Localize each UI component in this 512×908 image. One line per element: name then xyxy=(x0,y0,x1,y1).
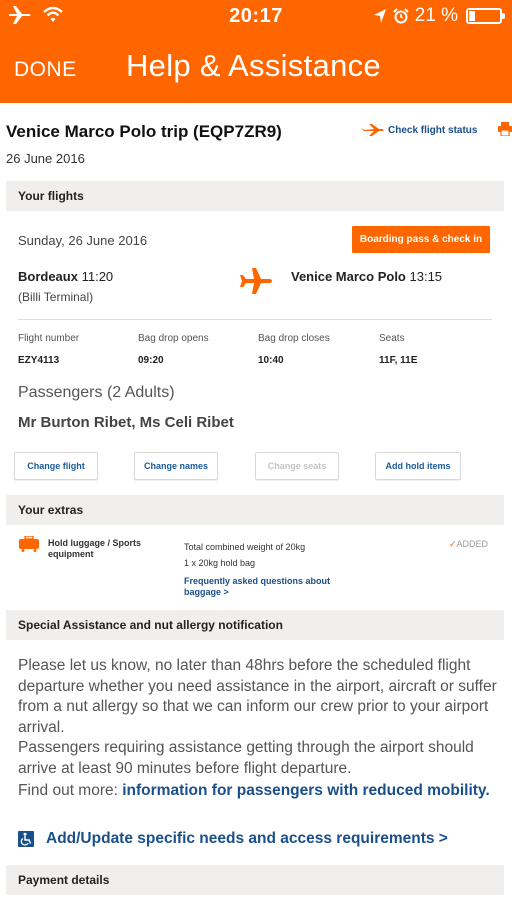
added-label: ADDED xyxy=(456,539,489,549)
find-out-more xyxy=(18,781,498,802)
departure-airport: Bordeaux xyxy=(18,269,78,284)
seats-label: Seats xyxy=(379,333,405,344)
done-button[interactable]: DONE xyxy=(14,58,77,81)
passenger-names: Mr Burton Ribet, Ms Celi Ribet xyxy=(18,414,234,431)
flight-number xyxy=(18,333,79,366)
location-icon xyxy=(373,8,387,24)
check-flight-status-label: Check flight status xyxy=(388,124,478,136)
print-icon[interactable] xyxy=(498,122,512,136)
plane-icon xyxy=(360,124,384,136)
battery-text: 21 % xyxy=(414,5,458,26)
baggage-faq-link[interactable]: Frequently asked questions about baggage > xyxy=(184,576,331,597)
bag-drop-closes xyxy=(258,333,330,366)
arrival-airport: Venice Marco Polo xyxy=(291,269,406,284)
alarm-icon xyxy=(393,8,409,24)
access-requirements-link[interactable]: Add/Update specific needs and access requirements > xyxy=(46,830,448,847)
assistance-text xyxy=(18,656,498,779)
arrival xyxy=(291,269,442,284)
trip-date: 26 June 2016 xyxy=(6,151,85,166)
find-out-prefix: Find out more: xyxy=(18,782,118,799)
seats xyxy=(379,333,417,366)
added-status xyxy=(449,539,488,550)
bag-drop-opens-label: Bag drop opens xyxy=(138,333,209,344)
your-flights-header: Your flights xyxy=(6,181,504,211)
flight-number-label: Flight number xyxy=(18,333,80,344)
luggage-icon xyxy=(18,536,40,552)
departure-terminal: (Billi Terminal) xyxy=(18,290,94,304)
trip-title: Venice Marco Polo trip (EQP7ZR9) xyxy=(6,122,282,141)
special-assistance-header: Special Assistance and nut allergy notification xyxy=(6,610,504,640)
your-extras-header: Your extras xyxy=(6,495,504,525)
payment-details-header: Payment details xyxy=(6,865,504,895)
change-names-button[interactable]: Change names xyxy=(134,452,218,480)
change-seats-button[interactable]: Change seats xyxy=(255,452,339,480)
bag-drop-closes-label: Bag drop closes xyxy=(258,333,330,344)
flight-date: Sunday, 26 June 2016 xyxy=(18,233,148,248)
flight-number-value: EZY4113 xyxy=(18,355,60,366)
reduced-mobility-link[interactable]: information for passengers with reduced mobility. xyxy=(122,782,490,799)
passengers-label: Passengers (2 Adults) xyxy=(18,384,175,401)
wheelchair-icon xyxy=(18,831,34,847)
departure xyxy=(18,269,113,284)
hold-luggage-title: Hold luggage / Sports equipment xyxy=(48,538,142,559)
check-icon: ✓ xyxy=(449,539,457,549)
boarding-pass-button[interactable]: Boarding pass & check in xyxy=(352,226,490,253)
assistance-paragraph-2: Passengers requiring assistance getting through the airport should arrive at least 90 minutes before flight departure. xyxy=(18,739,474,777)
luggage-details xyxy=(184,539,305,571)
luggage-weight: Total combined weight of 20kg xyxy=(184,542,306,552)
status-time: 20:17 xyxy=(229,5,283,27)
luggage-bag: 1 x 20kg hold bag xyxy=(184,558,256,568)
departure-time: 11:20 xyxy=(81,269,114,284)
seats-value: 11F, 11E xyxy=(379,355,418,366)
assistance-paragraph-1: Please let us know, no later than 48hrs before the scheduled flight departure whether you need assistance in the airport, aircraft or suffer from a nut allergy so that we can inform our crew prior to your airport arrival. xyxy=(18,657,497,736)
bag-drop-opens xyxy=(138,333,209,366)
page-title: Help & Assistance xyxy=(126,48,381,83)
battery-level xyxy=(469,11,475,21)
divider xyxy=(18,319,492,320)
battery-icon xyxy=(466,8,502,24)
status-right xyxy=(373,5,502,27)
plane-icon xyxy=(237,266,273,296)
app-header xyxy=(0,0,512,103)
bag-drop-closes-value: 10:40 xyxy=(258,355,284,366)
access-requirements-row[interactable] xyxy=(18,830,448,848)
check-flight-status-link[interactable] xyxy=(360,124,477,136)
arrival-time: 13:15 xyxy=(409,269,443,284)
status-bar xyxy=(0,0,512,34)
add-hold-items-button[interactable]: Add hold items xyxy=(375,452,461,480)
change-flight-button[interactable]: Change flight xyxy=(14,452,98,480)
bag-drop-opens-value: 09:20 xyxy=(138,355,164,366)
nav-bar xyxy=(0,44,512,94)
